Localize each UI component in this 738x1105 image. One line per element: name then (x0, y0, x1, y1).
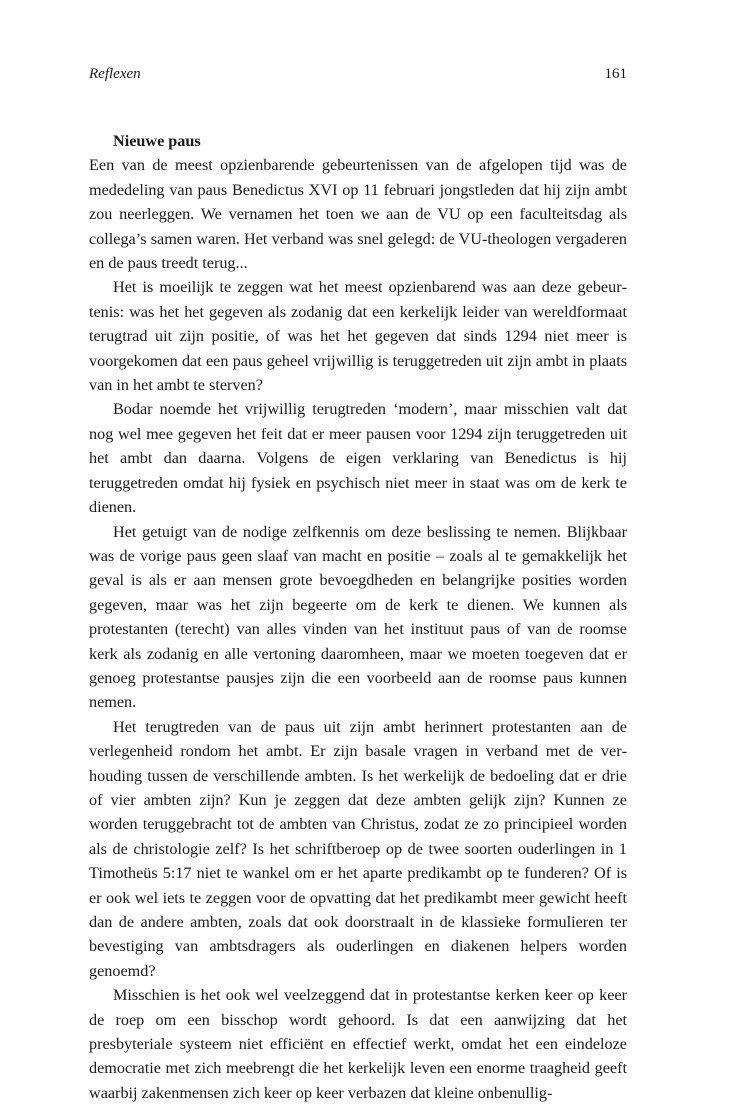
running-head (89, 64, 627, 84)
paragraph-2: Het is moeilijk te zeggen wat het meest opzienbarend was aan deze gebeurtenis: was het het gegeven als zodanig dat een kerkelijk leider van wereldformaat terugtrad uit zijn positie, of was het het gegeven dat sinds 1294 niet meer is voorgekomen dat een paus geheel vrijwillig is teruggetreden uit zijn ambt in plaats van in het ambt te sterven? (89, 278, 627, 395)
section-heading: Nieuwe paus (113, 132, 201, 150)
body-text (89, 129, 627, 1105)
book-page (89, 0, 627, 1102)
paragraph-3: Bodar noemde het vrijwillig terugtreden ‘modern’, maar misschien valt dat nog wel mee gegeven het feit dat er meer pausen voor 1294 zijn teruggetreden uit het ambt dan daarna. Volgens de eigen verklaring van Benedictus is hij teruggetreden omdat hij fysiek en psychisch niet meer in staat was om de kerk te dienen. (89, 400, 627, 517)
running-title: Reflexen (89, 66, 141, 82)
page-number: 161 (604, 66, 627, 82)
paragraph-5: Het terugtreden van de paus uit zijn ambt herinnert protestanten aan de verlegenheid rondom het ambt. Er zijn basale vragen in verband met de verhouding tussen de verschillende ambten. Is het werkelijk de bedoeling dat er drie of vier ambten zijn? Kun je zeggen dat deze ambten gelijk zijn? Kunnen ze worden teruggebracht tot de ambten van Christus, zodat ze zo principieel worden als de christologie zelf? Is het schriftberoep op de twee soorten ouderlingen in 1 Timotheüs 5:17 niet te wankel om er het aparte predikambt op te funderen? Of is er ook wel iets te zeggen voor de opvatting dat het predikambt meer gewicht heeft dan de andere ambten, zoals dat ook doorstraalt in de klassieke formulieren ter bevestiging van ambtsdragers als ouderlingen en diakenen helpers worden genoemd? (89, 717, 627, 980)
paragraph-6: Misschien is het ook wel veelzeggend dat in protestantse kerken keer op keer de roep om een bisschop wordt gehoord. Is dat een aanwijzing dat het presbyteriale systeem niet efficiënt en effectief werkt, omdat het een eindeloze democratie met zich meebrengt die het kerkelijk leven een enorme traagheid geeft waarbij zakenmensen zich keer op keer verbazen dat kleine onbenullig- (89, 986, 627, 1102)
paragraph-1: Een van de meest opzienbarende gebeurtenissen van de afgelopen tijd was de mededeling van paus Benedictus XVI op 11 februari jongstleden dat hij zijn ambt zou neerleggen. We vernamen het toen we aan de VU op een faculteitsdag als collega’s samen waren. Het verband was snel gelegd: de VU-theologen vergaderen en de paus treedt terug... (89, 156, 627, 273)
paragraph-4: Het getuigt van de nodige zelfkennis om deze beslissing te nemen. Blijkbaar was de vorige paus geen slaaf van macht en positie – zoals al te gemakkelijk het geval is als er aan mensen grote bevoegdheden en belangrijke posities worden gegeven, maar was het zijn begeerte om de kerk te dienen. We kunnen als protestanten (terecht) van alles vinden van het instituut paus of van de roomse kerk als zodanig en alle vertoning daaromheen, maar we moeten toegeven dat er genoeg protestantse pausjes zijn die een voorbeeld aan de roomse paus kunnen nemen. (89, 522, 627, 712)
